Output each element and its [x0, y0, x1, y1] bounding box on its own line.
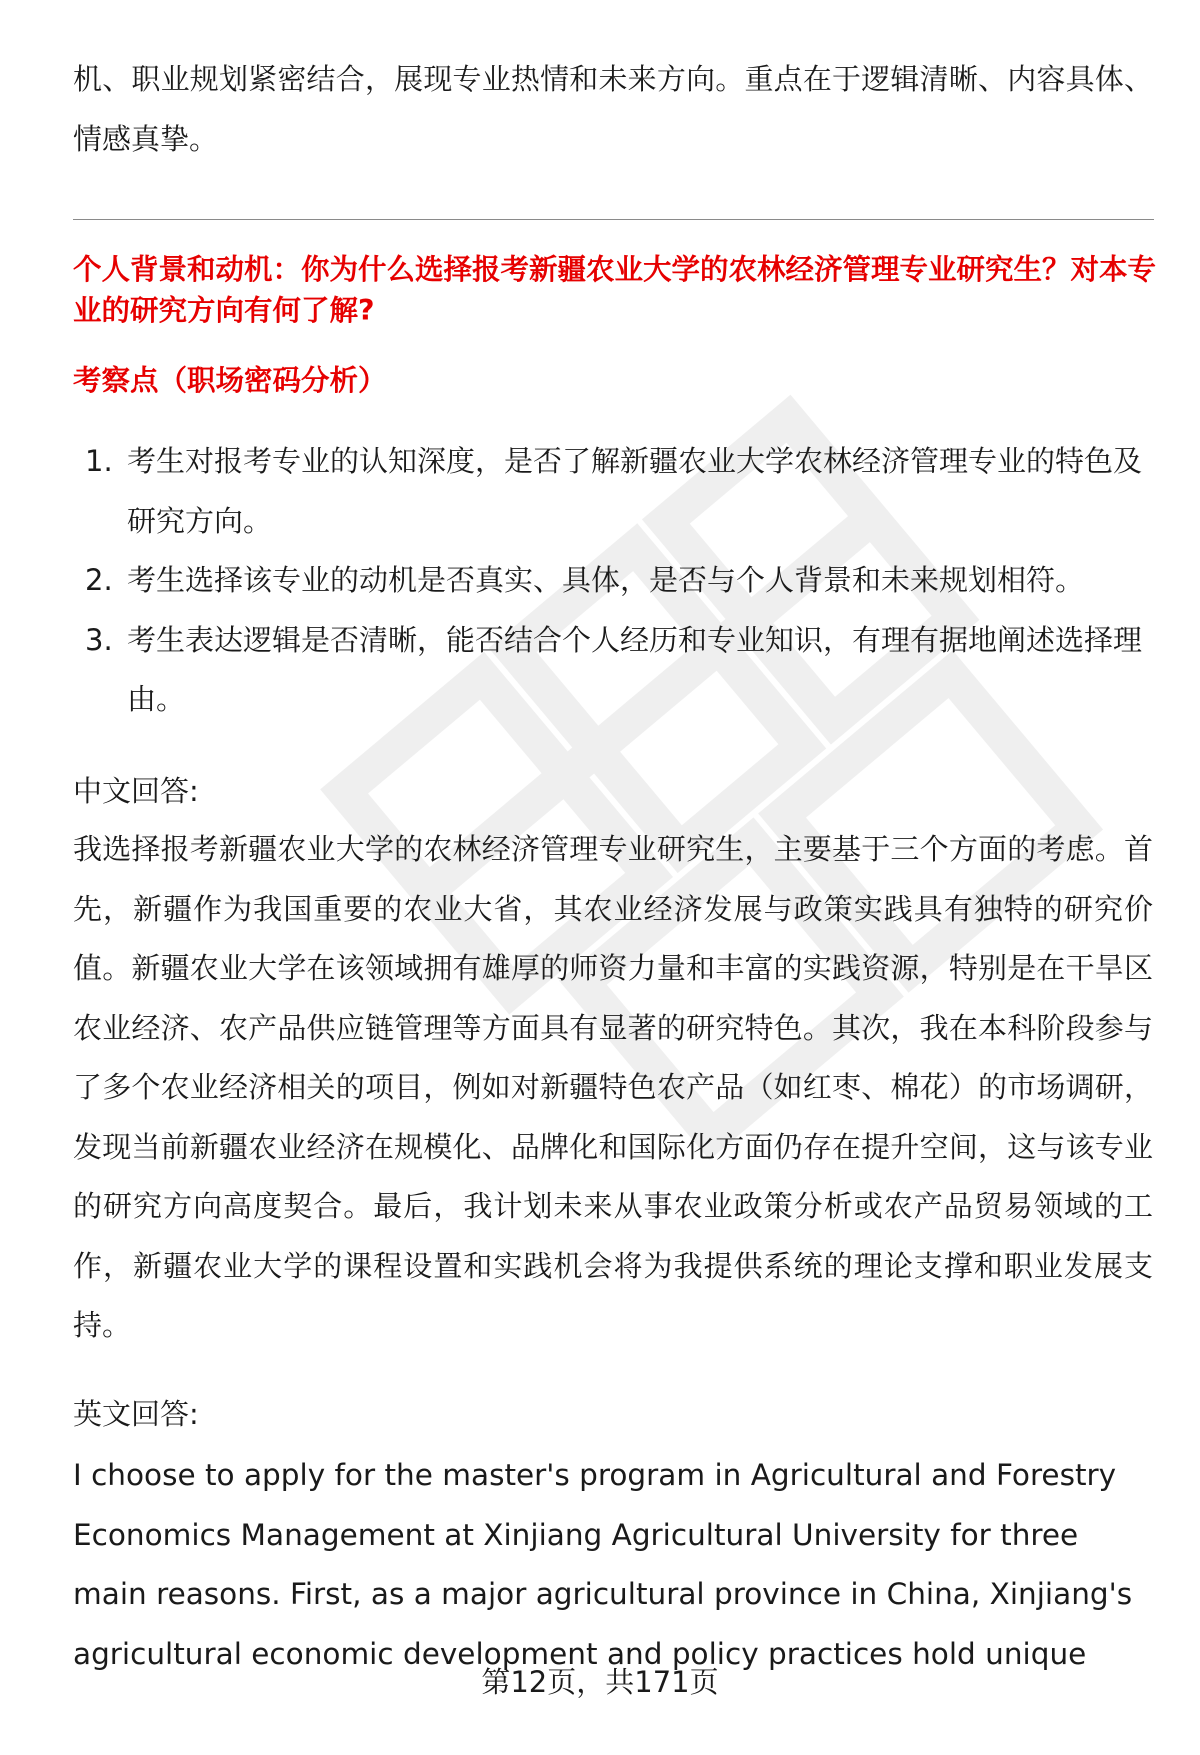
focus-point-number: 2. [85, 563, 113, 597]
focus-point-text: 考生表达逻辑是否清晰，能否结合个人经历和专业知识，有理有据地阐述选择理由。 [127, 622, 1143, 716]
focus-point-text: 考生选择该专业的动机是否真实、具体，是否与个人背景和未来规划相符。 [127, 563, 1085, 597]
focus-point-2 [73, 551, 1158, 611]
focus-heading: 考察点（职场密码分析） [73, 364, 387, 397]
english-answer-label: 英文回答: [73, 1397, 199, 1431]
section-divider [73, 219, 1154, 220]
focus-point-number: 1. [85, 444, 113, 478]
chinese-answer-paragraph: 我选择报考新疆农业大学的农林经济管理专业研究生，主要基于三个方面的考虑。首先，新疆作为我国重要的农业大省，其农业经济发展与政策实践具有独特的研究价值。新疆农业大学在该领域拥有雄厚的师资力量和丰富的实践资源，特别是在干旱区农业经济、农产品供应链管理等方面具有显著的研究特色。其次，我在本科阶段参与了多个农业经济相关的项目，例如对新疆特色农产品（如红枣、棉花）的市场调研，发现当前新疆农业经济在规模化、品牌化和国际化方面仍存在提升空间，这与该专业的研究方向高度契合。最后，我计划未来从事农业政策分析或农产品贸易领域的工作，新疆农业大学的课程设置和实践机会将为我提供系统的理论支撑和职业发展支持。 [73, 832, 1153, 1342]
focus-point-3 [73, 611, 1158, 730]
page-number-footer: 第12页，共171页 [481, 1665, 719, 1699]
intro-tail-paragraph: 机、职业规划紧密结合，展现专业热情和未来方向。重点在于逻辑清晰、内容具体、情感真挚。 [73, 62, 1153, 156]
focus-points-list [73, 432, 1158, 730]
english-answer-paragraph: I choose to apply for the master's program in Agricultural and Forestry Economics Management at Xinjiang Agricultural University for three main reasons. First, as a major agricultural province in China, Xinjiang's agricultural economic development and policy practices hold unique [73, 1458, 1133, 1671]
focus-point-text: 考生对报考专业的认知深度，是否了解新疆农业大学农林经济管理专业的特色及研究方向。 [127, 444, 1143, 538]
focus-point-number: 3. [85, 622, 113, 657]
chinese-answer-label: 中文回答: [73, 774, 199, 808]
focus-point-1 [73, 432, 1158, 551]
question-heading: 个人背景和动机：你为什么选择报考新疆农业大学的农林经济管理专业研究生？对本专业的研究方向有何了解? [73, 253, 1157, 327]
